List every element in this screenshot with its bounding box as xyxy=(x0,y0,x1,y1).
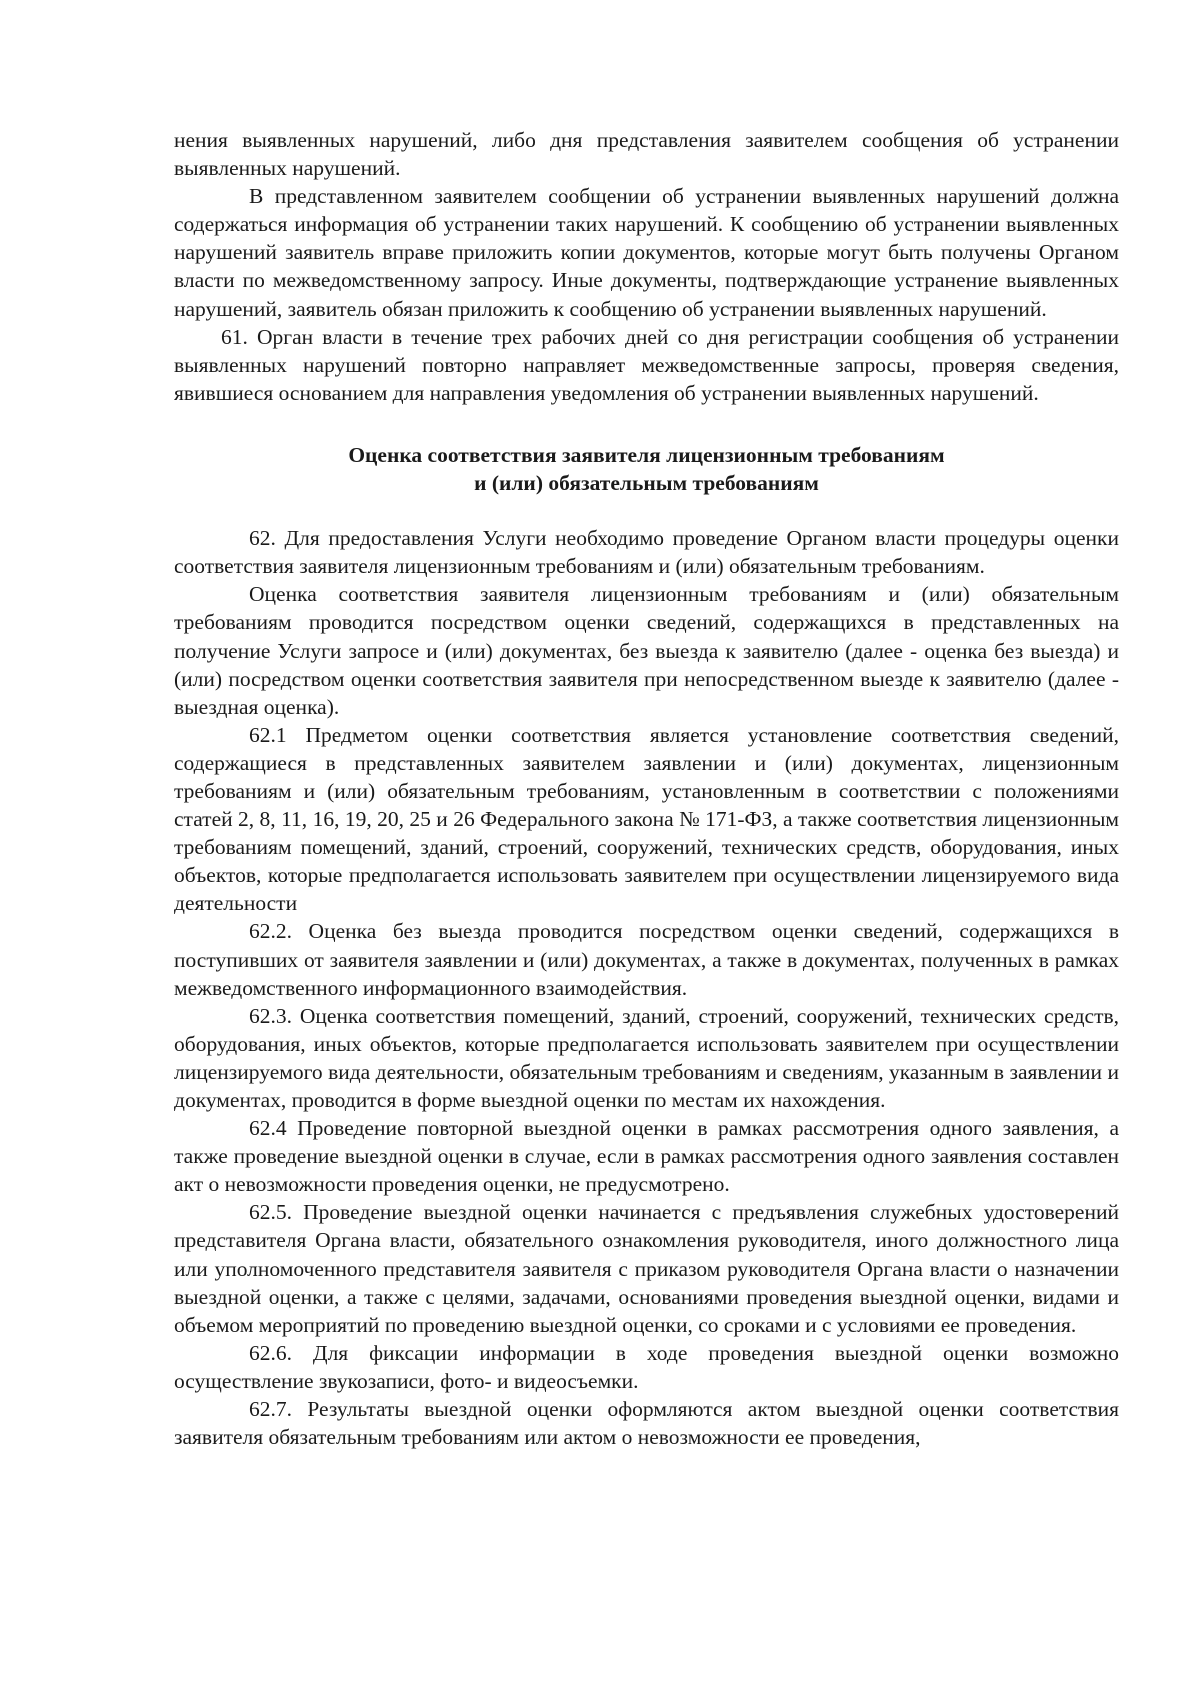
section-heading-line-1: Оценка соответствия заявителя лицензионным требованиям xyxy=(348,442,945,467)
section-heading-line-2: и (или) обязательным требованиям xyxy=(474,471,819,496)
document-page xyxy=(174,126,1119,1451)
paragraph-62-6: 62.6. Для фиксации информации в ходе проведения выездной оценки возможно осуществление звукозаписи, фото- и видеосъемки. xyxy=(174,1340,1119,1393)
paragraph-62-assessment: Оценка соответствия заявителя лицензионным требованиям и (или) обязательным требованиям проводится посредством оценки сведений, содержащихся в представленных на получение Услуги запросе и (или) документах, без выезда к заявителю (далее - оценка без выезда) и (или) посредством оценки соответствия заявителя при непосредственном выезде к заявителю (далее - выездная оценка). xyxy=(174,582,1119,719)
section-heading xyxy=(174,441,1119,497)
paragraph-continuation: нения выявленных нарушений, либо дня представления заявителем сообщения об устранении выявленных нарушений. xyxy=(174,128,1119,181)
paragraph-62-4: 62.4 Проведение повторной выездной оценки в рамках рассмотрения одного заявления, а также проведение выездной оценки в случае, если в рамках рассмотрения одного заявления составлен акт о невозможности проведения оценки, не предусмотрено. xyxy=(174,1116,1119,1197)
paragraph-violation-report: В представленном заявителем сообщении об устранении выявленных нарушений должна содержаться информация об устранении таких нарушений. К сообщению об устранении выявленных нарушений заявитель вправе приложить копии документов, которые могут быть получены Органом власти по межведомственному запросу. Иные документы, подтверждающие устранение выявленных нарушений, заявитель обязан приложить к сообщению об устранении выявленных нарушений. xyxy=(174,184,1119,321)
paragraph-62-2: 62.2. Оценка без выезда проводится посредством оценки сведений, содержащихся в поступивших от заявителя заявлении и (или) документах, а также в документах, полученных в рамках межведомственного информационного взаимодействия. xyxy=(174,919,1119,1000)
paragraph-62-5: 62.5. Проведение выездной оценки начинается с предъявления служебных удостоверений представителя Органа власти, обязательного ознакомления руководителя, иного должностного лица или уполномоченного представителя заявителя с приказом руководителя Органа власти о назначении выездной оценки, а также с целями, задачами, основаниями проведения выездной оценки, видами и объемом мероприятий по проведению выездной оценки, со сроками и с условиями ее проведения. xyxy=(174,1200,1119,1337)
paragraph-61: 61. Орган власти в течение трех рабочих дней со дня регистрации сообщения об устранении выявленных нарушений повторно направляет межведомственные запросы, проверяя сведения, явившиеся основанием для направления уведомления об устранении выявленных нарушений. xyxy=(174,324,1119,405)
paragraph-62-1: 62.1 Предметом оценки соответствия является установление соответствия сведений, содержащиеся в представленных заявителем заявлении и (или) документах, лицензионным требованиям и (или) обязательным требованиям, установленным в соответствии с положениями статей 2, 8, 11, 16, 19, 20, 25 и 26 Федерального закона № 171-ФЗ, а также соответствия лицензионным требованиям помещений, зданий, строений, сооружений, технических средств, оборудования, иных объектов, которые предполагается использовать заявителем при осуществлении лицензируемого вида деятельности xyxy=(174,722,1119,916)
paragraph-62-3: 62.3. Оценка соответствия помещений, зданий, строений, сооружений, технических средств, оборудования, иных объектов, которые предполагается использовать заявителем при осуществлении лицензируемого вида деятельности, обязательным требованиям и сведениям, указанным в заявлении и документах, проводится в форме выездной оценки по местам их нахождения. xyxy=(174,1003,1119,1112)
paragraph-62-7: 62.7. Результаты выездной оценки оформляются актом выездной оценки соответствия заявителя обязательным требованиям или актом о невозможности ее проведения, xyxy=(174,1397,1119,1450)
paragraph-62: 62. Для предоставления Услуги необходимо проведение Органом власти процедуры оценки соответствия заявителя лицензионным требованиям и (или) обязательным требованиям. xyxy=(174,526,1119,579)
